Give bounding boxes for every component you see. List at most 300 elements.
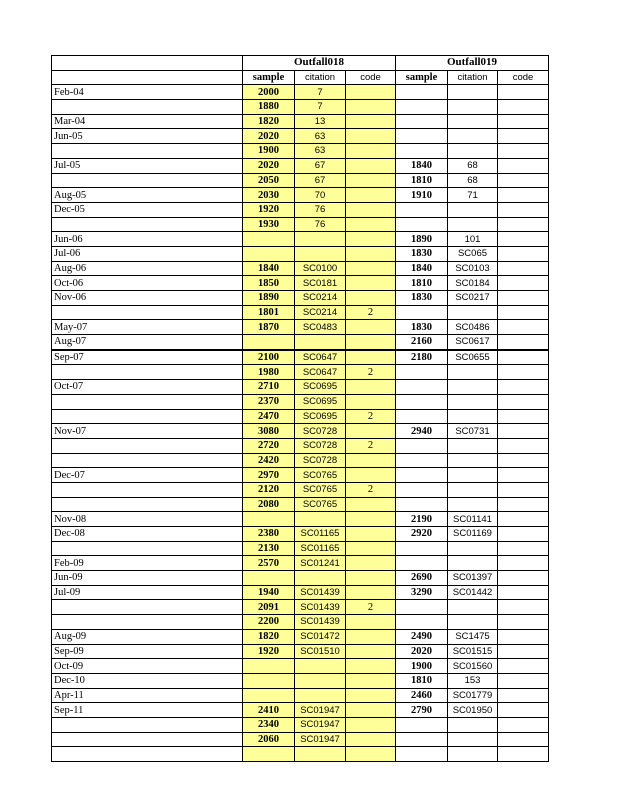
citation-019-cell: SC01169	[448, 527, 498, 542]
date-cell: Jun-05	[52, 129, 243, 144]
sample-018-cell: 2970	[243, 468, 295, 483]
table-row	[52, 188, 549, 203]
group-header-row	[52, 56, 549, 71]
citation-018-cell: SC0728	[295, 438, 346, 453]
code-019-cell	[498, 673, 549, 688]
citation-019-cell	[448, 305, 498, 320]
citation-018-cell: SC0100	[295, 261, 346, 276]
code-019-cell	[498, 350, 549, 365]
code-018-cell	[346, 703, 396, 718]
citation-019-cell: SC01560	[448, 659, 498, 674]
date-cell	[52, 100, 243, 115]
date-cell	[52, 453, 243, 468]
code-018-cell	[346, 424, 396, 439]
table-row	[52, 100, 549, 115]
table-row	[52, 673, 549, 688]
column-header-row	[52, 70, 549, 85]
sample-019-cell	[396, 365, 448, 380]
sample-019-cell: 1900	[396, 659, 448, 674]
sample-018-cell: 2470	[243, 409, 295, 424]
code-018-cell	[346, 541, 396, 556]
sample-019-cell	[396, 732, 448, 747]
table-row	[52, 350, 549, 365]
date-cell: May-07	[52, 320, 243, 335]
citation-018-cell: 7	[295, 100, 346, 115]
sample-019-cell: 2020	[396, 644, 448, 659]
code-018-cell	[346, 380, 396, 395]
code-header-018: code	[346, 70, 396, 85]
code-019-cell	[498, 747, 549, 762]
citation-019-cell: SC01397	[448, 571, 498, 586]
sample-019-cell	[396, 305, 448, 320]
citation-018-cell: SC0765	[295, 468, 346, 483]
table-row	[52, 732, 549, 747]
date-cell	[52, 217, 243, 232]
code-018-cell	[346, 291, 396, 306]
sample-019-cell: 1840	[396, 158, 448, 173]
citation-019-cell	[448, 144, 498, 159]
table-row	[52, 305, 549, 320]
date-cell: Mar-04	[52, 114, 243, 129]
date-cell: Sep-09	[52, 644, 243, 659]
citation-018-cell: SC01472	[295, 629, 346, 644]
code-018-cell: 2	[346, 482, 396, 497]
date-cell: Dec-05	[52, 202, 243, 217]
table-row	[52, 291, 549, 306]
sample-018-cell	[243, 512, 295, 527]
sample-018-cell: 2720	[243, 438, 295, 453]
code-019-cell	[498, 85, 549, 100]
citation-019-cell	[448, 380, 498, 395]
sample-018-cell	[243, 335, 295, 350]
code-019-cell	[498, 527, 549, 542]
date-cell	[52, 615, 243, 630]
citation-018-cell: 13	[295, 114, 346, 129]
sample-018-cell: 2000	[243, 85, 295, 100]
table-row	[52, 424, 549, 439]
date-cell	[52, 747, 243, 762]
code-019-cell	[498, 409, 549, 424]
date-cell: Dec-08	[52, 527, 243, 542]
citation-018-cell: SC01439	[295, 585, 346, 600]
outfall-018-header: Outfall018	[243, 56, 396, 71]
date-cell: Aug-07	[52, 335, 243, 350]
table-row	[52, 659, 549, 674]
citation-019-cell: SC0655	[448, 350, 498, 365]
citation-018-cell: SC01510	[295, 644, 346, 659]
code-018-cell	[346, 615, 396, 630]
sample-header-019: sample	[396, 70, 448, 85]
table-row	[52, 320, 549, 335]
sample-018-cell: 2380	[243, 527, 295, 542]
code-019-cell	[498, 188, 549, 203]
table-row	[52, 600, 549, 615]
sample-019-cell	[396, 615, 448, 630]
citation-019-cell	[448, 409, 498, 424]
citation-019-cell	[448, 482, 498, 497]
sample-019-cell: 1910	[396, 188, 448, 203]
sample-019-cell: 2160	[396, 335, 448, 350]
sample-018-cell: 1870	[243, 320, 295, 335]
code-018-cell	[346, 261, 396, 276]
code-019-cell	[498, 365, 549, 380]
sample-018-cell: 2710	[243, 380, 295, 395]
date-cell: Oct-09	[52, 659, 243, 674]
code-019-cell	[498, 173, 549, 188]
sample-019-cell: 2180	[396, 350, 448, 365]
sample-018-cell	[243, 673, 295, 688]
sample-019-cell: 1840	[396, 261, 448, 276]
citation-019-cell: 68	[448, 173, 498, 188]
date-cell: Jun-09	[52, 571, 243, 586]
sample-019-cell: 1810	[396, 276, 448, 291]
code-018-cell: 2	[346, 438, 396, 453]
date-cell: Feb-09	[52, 556, 243, 571]
sample-018-cell: 2200	[243, 615, 295, 630]
date-cell: Sep-11	[52, 703, 243, 718]
sample-019-cell: 3290	[396, 585, 448, 600]
code-018-cell	[346, 673, 396, 688]
citation-019-cell: SC065	[448, 246, 498, 261]
citation-018-cell: SC01439	[295, 600, 346, 615]
citation-018-cell: SC0728	[295, 453, 346, 468]
sample-019-cell	[396, 556, 448, 571]
code-019-cell	[498, 276, 549, 291]
code-018-cell	[346, 320, 396, 335]
citation-019-cell	[448, 438, 498, 453]
sample-018-cell	[243, 232, 295, 247]
code-018-cell	[346, 188, 396, 203]
citation-header-018: citation	[295, 70, 346, 85]
table-row	[52, 615, 549, 630]
sample-019-cell: 2460	[396, 688, 448, 703]
citation-019-cell	[448, 129, 498, 144]
sample-019-cell: 1830	[396, 291, 448, 306]
date-cell: Nov-06	[52, 291, 243, 306]
code-018-cell	[346, 173, 396, 188]
table-row	[52, 468, 549, 483]
sample-019-cell: 2490	[396, 629, 448, 644]
code-018-cell	[346, 453, 396, 468]
code-019-cell	[498, 717, 549, 732]
sample-019-cell	[396, 600, 448, 615]
code-018-cell	[346, 717, 396, 732]
citation-018-cell: SC0728	[295, 424, 346, 439]
blank-header-cell	[52, 56, 243, 71]
table-row	[52, 703, 549, 718]
sample-018-cell: 1900	[243, 144, 295, 159]
code-019-cell	[498, 144, 549, 159]
citation-019-cell	[448, 541, 498, 556]
code-019-cell	[498, 585, 549, 600]
table-row	[52, 173, 549, 188]
citation-019-cell: SC01141	[448, 512, 498, 527]
citation-019-cell	[448, 365, 498, 380]
citation-019-cell	[448, 717, 498, 732]
table-row	[52, 585, 549, 600]
citation-018-cell: 76	[295, 202, 346, 217]
sample-019-cell	[396, 541, 448, 556]
sample-019-cell: 2940	[396, 424, 448, 439]
code-019-cell	[498, 615, 549, 630]
table-row	[52, 571, 549, 586]
sample-019-cell	[396, 380, 448, 395]
citation-018-cell: SC0647	[295, 365, 346, 380]
code-018-cell	[346, 659, 396, 674]
date-cell: Nov-08	[52, 512, 243, 527]
sample-019-cell: 2920	[396, 527, 448, 542]
date-cell	[52, 394, 243, 409]
date-cell	[52, 144, 243, 159]
code-018-cell	[346, 527, 396, 542]
sample-019-cell	[396, 497, 448, 512]
date-cell: Oct-06	[52, 276, 243, 291]
code-019-cell	[498, 114, 549, 129]
code-018-cell	[346, 85, 396, 100]
code-019-cell	[498, 305, 549, 320]
sample-018-cell	[243, 688, 295, 703]
code-018-cell	[346, 497, 396, 512]
code-018-cell	[346, 350, 396, 365]
date-cell: Jul-09	[52, 585, 243, 600]
sample-018-cell: 1850	[243, 276, 295, 291]
citation-018-cell	[295, 659, 346, 674]
code-019-cell	[498, 261, 549, 276]
sample-018-cell: 2050	[243, 173, 295, 188]
sample-019-cell: 1830	[396, 320, 448, 335]
code-019-cell	[498, 380, 549, 395]
code-019-cell	[498, 291, 549, 306]
code-header-019: code	[498, 70, 549, 85]
table-row	[52, 556, 549, 571]
code-019-cell	[498, 600, 549, 615]
citation-019-cell	[448, 556, 498, 571]
code-018-cell	[346, 144, 396, 159]
table-row	[52, 380, 549, 395]
citation-018-cell: SC0214	[295, 305, 346, 320]
sample-018-cell: 2570	[243, 556, 295, 571]
sample-018-cell: 1930	[243, 217, 295, 232]
citation-018-cell: 7	[295, 85, 346, 100]
table-row	[52, 114, 549, 129]
sample-019-cell	[396, 394, 448, 409]
date-cell	[52, 541, 243, 556]
citation-018-cell: SC0647	[295, 350, 346, 365]
citation-018-cell: SC0483	[295, 320, 346, 335]
citation-018-cell: SC01947	[295, 703, 346, 718]
sample-018-cell: 2410	[243, 703, 295, 718]
table-row	[52, 644, 549, 659]
citation-019-cell: 71	[448, 188, 498, 203]
citation-018-cell: 70	[295, 188, 346, 203]
sample-018-cell: 2091	[243, 600, 295, 615]
code-018-cell: 2	[346, 409, 396, 424]
sample-019-cell	[396, 747, 448, 762]
date-cell	[52, 173, 243, 188]
date-cell: Dec-10	[52, 673, 243, 688]
sample-018-cell: 2020	[243, 129, 295, 144]
citation-019-cell: SC0617	[448, 335, 498, 350]
table-row	[52, 276, 549, 291]
citation-018-cell	[295, 747, 346, 762]
code-018-cell: 2	[346, 365, 396, 380]
citation-019-cell: 68	[448, 158, 498, 173]
sample-019-cell	[396, 468, 448, 483]
citation-019-cell: SC0486	[448, 320, 498, 335]
citation-018-cell: SC0695	[295, 380, 346, 395]
code-019-cell	[498, 497, 549, 512]
sample-018-cell: 1920	[243, 644, 295, 659]
date-cell	[52, 482, 243, 497]
date-cell: Aug-06	[52, 261, 243, 276]
code-018-cell	[346, 585, 396, 600]
citation-018-cell: SC0181	[295, 276, 346, 291]
sample-019-cell	[396, 217, 448, 232]
sample-019-cell	[396, 202, 448, 217]
sample-018-cell: 1980	[243, 365, 295, 380]
code-019-cell	[498, 158, 549, 173]
citation-019-cell	[448, 615, 498, 630]
code-018-cell	[346, 158, 396, 173]
sample-019-cell: 1810	[396, 673, 448, 688]
sample-018-cell: 2420	[243, 453, 295, 468]
date-cell: Feb-04	[52, 85, 243, 100]
citation-019-cell: SC01950	[448, 703, 498, 718]
table-row	[52, 246, 549, 261]
sample-header-018: sample	[243, 70, 295, 85]
date-cell	[52, 409, 243, 424]
sample-019-cell	[396, 100, 448, 115]
code-018-cell	[346, 629, 396, 644]
citation-header-019: citation	[448, 70, 498, 85]
sample-018-cell	[243, 246, 295, 261]
citation-018-cell: SC0695	[295, 409, 346, 424]
sample-019-cell: 2690	[396, 571, 448, 586]
citation-018-cell: SC0765	[295, 497, 346, 512]
citation-018-cell: SC01165	[295, 541, 346, 556]
code-019-cell	[498, 100, 549, 115]
citation-019-cell: 101	[448, 232, 498, 247]
sample-019-cell	[396, 438, 448, 453]
citation-019-cell: SC01442	[448, 585, 498, 600]
date-cell	[52, 717, 243, 732]
table-body	[52, 85, 549, 762]
table-row	[52, 261, 549, 276]
citation-019-cell: 153	[448, 673, 498, 688]
code-018-cell	[346, 276, 396, 291]
citation-018-cell: SC01947	[295, 732, 346, 747]
date-cell	[52, 365, 243, 380]
date-cell: Dec-07	[52, 468, 243, 483]
sample-018-cell: 2100	[243, 350, 295, 365]
citation-019-cell: SC1475	[448, 629, 498, 644]
citation-018-cell	[295, 335, 346, 350]
citation-018-cell	[295, 673, 346, 688]
code-018-cell	[346, 468, 396, 483]
sample-018-cell: 1840	[243, 261, 295, 276]
sample-018-cell	[243, 571, 295, 586]
code-019-cell	[498, 202, 549, 217]
sample-018-cell: 3080	[243, 424, 295, 439]
sample-019-cell	[396, 482, 448, 497]
code-019-cell	[498, 438, 549, 453]
citation-019-cell	[448, 453, 498, 468]
code-019-cell	[498, 468, 549, 483]
table-row	[52, 688, 549, 703]
table-row	[52, 232, 549, 247]
table-row	[52, 202, 549, 217]
sample-018-cell: 1940	[243, 585, 295, 600]
code-018-cell	[346, 688, 396, 703]
sample-018-cell: 2370	[243, 394, 295, 409]
sample-019-cell	[396, 114, 448, 129]
sample-018-cell: 2130	[243, 541, 295, 556]
code-019-cell	[498, 688, 549, 703]
code-018-cell	[346, 571, 396, 586]
citation-019-cell: SC01515	[448, 644, 498, 659]
table-row	[52, 497, 549, 512]
code-019-cell	[498, 659, 549, 674]
citation-018-cell: 63	[295, 144, 346, 159]
sample-019-cell	[396, 85, 448, 100]
code-018-cell	[346, 114, 396, 129]
code-019-cell	[498, 394, 549, 409]
citation-018-cell: 63	[295, 129, 346, 144]
table-row	[52, 409, 549, 424]
table-row	[52, 394, 549, 409]
code-019-cell	[498, 217, 549, 232]
citation-019-cell: SC0184	[448, 276, 498, 291]
sample-018-cell: 2080	[243, 497, 295, 512]
sample-019-cell: 1890	[396, 232, 448, 247]
sample-018-cell: 2060	[243, 732, 295, 747]
citation-018-cell: 76	[295, 217, 346, 232]
code-018-cell	[346, 246, 396, 261]
sample-019-cell	[396, 129, 448, 144]
table-row	[52, 85, 549, 100]
table-row	[52, 438, 549, 453]
citation-019-cell	[448, 468, 498, 483]
table-row	[52, 158, 549, 173]
table-row	[52, 541, 549, 556]
citation-019-cell	[448, 114, 498, 129]
sample-018-cell: 2340	[243, 717, 295, 732]
citation-018-cell: 67	[295, 158, 346, 173]
citation-018-cell: SC0214	[295, 291, 346, 306]
code-019-cell	[498, 246, 549, 261]
code-018-cell: 2	[346, 305, 396, 320]
sample-018-cell: 1890	[243, 291, 295, 306]
code-018-cell	[346, 747, 396, 762]
code-019-cell	[498, 424, 549, 439]
table-row	[52, 335, 549, 350]
citation-018-cell	[295, 571, 346, 586]
code-018-cell	[346, 202, 396, 217]
citation-019-cell	[448, 600, 498, 615]
sample-018-cell: 2030	[243, 188, 295, 203]
code-018-cell	[346, 556, 396, 571]
code-018-cell	[346, 217, 396, 232]
citation-018-cell	[295, 246, 346, 261]
citation-018-cell: SC01165	[295, 527, 346, 542]
date-cell	[52, 305, 243, 320]
citation-018-cell	[295, 232, 346, 247]
citation-019-cell: SC0103	[448, 261, 498, 276]
date-cell	[52, 732, 243, 747]
citation-018-cell: SC01947	[295, 717, 346, 732]
code-018-cell: 2	[346, 600, 396, 615]
sample-019-cell	[396, 453, 448, 468]
